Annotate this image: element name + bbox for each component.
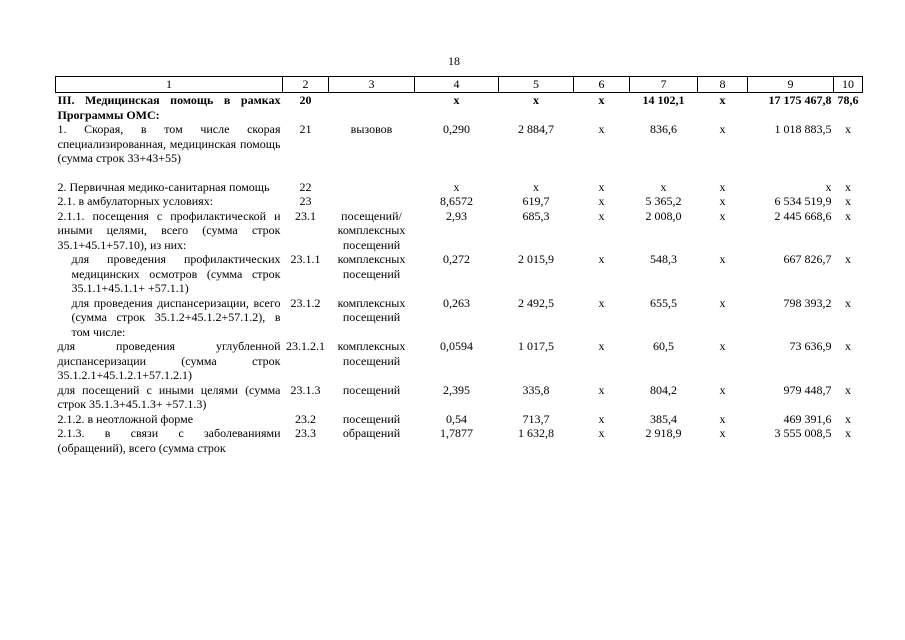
spacer-row xyxy=(56,166,863,180)
cell-value: x xyxy=(719,252,726,266)
cell-value: 798 393,2 xyxy=(783,295,832,310)
cell-value: x xyxy=(719,382,726,397)
cell-value: 2 445 668,6 xyxy=(774,208,832,223)
header-row xyxy=(56,77,863,93)
cell-value: 1 017,5 xyxy=(518,339,554,353)
cell-value: 2,395 xyxy=(443,382,470,397)
cell-value: 804,2 xyxy=(650,382,677,397)
table-row xyxy=(56,180,863,195)
cell-value: 0,290 xyxy=(443,122,470,136)
cell-value: x xyxy=(598,339,605,353)
cell-value: 0,272 xyxy=(443,252,470,266)
cell-value: 1,7877 xyxy=(440,426,473,440)
cell-value: x xyxy=(533,179,539,194)
row-code: 23 xyxy=(299,194,312,208)
row-code: 22 xyxy=(299,179,312,194)
spacer-cell xyxy=(56,166,863,180)
cell-value: x xyxy=(719,295,726,310)
cell-value: 713,7 xyxy=(522,411,550,426)
row-label: 2. Первичная медико-санитарная помощь xyxy=(57,179,270,194)
row-label: 2.1. в амбулаторных условиях: xyxy=(57,194,214,208)
row-label: для проведения диспансеризации, всего (сумма строк 35.1.2+45.1.2+57.1.2), в том числе: xyxy=(71,295,281,339)
row-unit: комплексных посещений xyxy=(337,252,406,281)
table-row xyxy=(56,426,863,455)
cell-value: x xyxy=(598,93,605,107)
cell-value: 2,93 xyxy=(446,208,467,223)
cell-value: x xyxy=(719,93,726,107)
cell-value: x xyxy=(598,426,605,440)
cell-value: 979 448,7 xyxy=(783,382,832,397)
table-row xyxy=(56,296,863,340)
cell-value: x xyxy=(598,252,605,266)
row-label: 1. Скорая, в том числе скорая специализированная, медицинская помощь (сумма строк 33+43+55) xyxy=(57,122,281,165)
column-header: 9 xyxy=(748,77,834,93)
cell-value: x xyxy=(598,194,605,208)
cell-value: x xyxy=(533,93,539,107)
cell-value: x xyxy=(719,122,726,136)
cell-value: x xyxy=(719,179,726,194)
cell-value: x xyxy=(719,208,726,223)
cell-value: x xyxy=(845,295,851,310)
row-code: 23.1.1 xyxy=(290,252,321,266)
row-unit: комплексных посещений xyxy=(337,295,406,324)
cell-value: 685,3 xyxy=(522,208,550,223)
table-row xyxy=(56,122,863,166)
row-code: 23.1.2 xyxy=(290,295,321,310)
cell-value: 6 534 519,9 xyxy=(774,194,832,208)
cell-value: 0,263 xyxy=(443,295,470,310)
cell-value: x xyxy=(598,122,605,136)
cell-value: 8,6572 xyxy=(440,194,473,208)
cell-value: 2 008,0 xyxy=(645,208,682,223)
cell-value: 667 826,7 xyxy=(783,252,832,266)
table-row xyxy=(56,339,863,383)
cell-value: 548,3 xyxy=(650,252,677,266)
cell-value: x xyxy=(598,295,605,310)
table-row xyxy=(56,93,863,123)
cell-value: x xyxy=(845,179,851,194)
cell-value: 60,5 xyxy=(653,339,674,353)
cell-value: 5 365,2 xyxy=(645,194,682,208)
cell-value: 73 636,9 xyxy=(789,339,832,353)
row-label: для проведения углубленной диспансеризации (сумма строк 35.1.2.1+45.1.2.1+57.1.2.1) xyxy=(57,339,281,382)
column-header: 4 xyxy=(415,77,499,93)
cell-value: 1 632,8 xyxy=(518,426,554,440)
row-label: 2.1.2. в неотложной форме xyxy=(57,411,194,426)
table-row xyxy=(56,209,863,253)
row-label: 2.1.1. посещения с профилактической и иными целями, всего (сумма строк 35.1+45.1+57.10), из них: xyxy=(57,208,281,252)
row-unit: посещений xyxy=(342,382,401,397)
cell-value: x xyxy=(719,411,726,426)
cell-value: x xyxy=(845,411,851,426)
column-header: 7 xyxy=(630,77,698,93)
row-label: для проведения профилактических медицинских осмотров (сумма строк 35.1.1+45.1.1+ +57.1.1) xyxy=(71,252,281,295)
cell-value: x xyxy=(845,426,851,440)
cell-value: x xyxy=(845,339,851,353)
cell-value: 469 391,6 xyxy=(783,411,832,426)
row-code: 23.1 xyxy=(295,208,316,223)
cell-value: x xyxy=(845,382,851,397)
cell-value: x xyxy=(719,194,726,208)
column-header: 10 xyxy=(834,77,863,93)
cell-value: x xyxy=(453,93,460,107)
column-header: 1 xyxy=(56,77,283,93)
row-code: 23.2 xyxy=(295,411,316,426)
cell-value: x xyxy=(453,179,460,194)
column-header: 5 xyxy=(499,77,574,93)
row-unit: посещений/ комплексных посещений xyxy=(337,208,406,252)
column-header: 8 xyxy=(698,77,748,93)
cell-value: x xyxy=(719,339,726,353)
column-header: 3 xyxy=(329,77,415,93)
cell-value: x xyxy=(598,179,605,194)
row-code: 23.1.2.1 xyxy=(286,339,325,353)
cell-value: x xyxy=(825,179,832,194)
column-header: 6 xyxy=(574,77,630,93)
row-unit: вызовов xyxy=(350,122,393,136)
cell-value: x xyxy=(719,426,726,440)
cell-value: 1 018 883,5 xyxy=(774,122,832,136)
row-unit: комплексных посещений xyxy=(337,339,406,368)
cell-value: 0,54 xyxy=(446,411,467,426)
row-label: 2.1.3. в связи с заболеваниями (обращений), всего (сумма строк xyxy=(57,426,281,455)
cell-value: x xyxy=(845,194,851,208)
table-row xyxy=(56,383,863,412)
cell-value: 385,4 xyxy=(650,411,677,426)
table-row xyxy=(56,412,863,427)
row-unit xyxy=(329,194,415,209)
cell-value: x xyxy=(598,382,605,397)
cell-value: 17 175 467,8 xyxy=(768,93,832,107)
cell-value: 2 492,5 xyxy=(518,295,554,310)
table-row xyxy=(56,194,863,209)
row-code: 21 xyxy=(299,122,312,136)
cell-value: 2 884,7 xyxy=(518,122,554,136)
cell-value: 3 555 008,5 xyxy=(774,426,832,440)
row-code: 23.1.3 xyxy=(290,382,321,397)
row-label: для посещений с иными целями (сумма строк 35.1.3+45.1.3+ +57.1.3) xyxy=(57,382,281,411)
cell-value: 619,7 xyxy=(522,194,550,208)
data-table xyxy=(55,76,863,455)
cell-value: x xyxy=(598,411,605,426)
cell-value: x xyxy=(845,208,851,223)
row-label: III. Медицинская помощь в рамках Программы ОМС: xyxy=(57,93,281,122)
cell-value: 655,5 xyxy=(650,295,677,310)
cell-value: 0,0594 xyxy=(440,339,473,353)
row-unit xyxy=(329,93,415,123)
cell-value: 836,6 xyxy=(650,122,677,136)
cell-value: x xyxy=(598,208,605,223)
row-unit xyxy=(329,180,415,195)
cell-value: 14 102,1 xyxy=(642,93,685,107)
row-code: 23.3 xyxy=(295,426,316,440)
row-unit: обращений xyxy=(342,426,401,440)
column-header: 2 xyxy=(283,77,329,93)
cell-value: 2 015,9 xyxy=(518,252,554,266)
page-number: 18 xyxy=(448,54,460,68)
row-code: 20 xyxy=(299,93,312,107)
cell-value: x xyxy=(845,122,851,136)
cell-value: x xyxy=(845,252,851,266)
cell-value: 335,8 xyxy=(522,382,550,397)
cell-value: 78,6 xyxy=(837,93,859,107)
cell-value: x xyxy=(660,179,667,194)
cell-value: 2 918,9 xyxy=(645,426,682,440)
row-unit: посещений xyxy=(342,411,401,426)
table-row xyxy=(56,252,863,296)
